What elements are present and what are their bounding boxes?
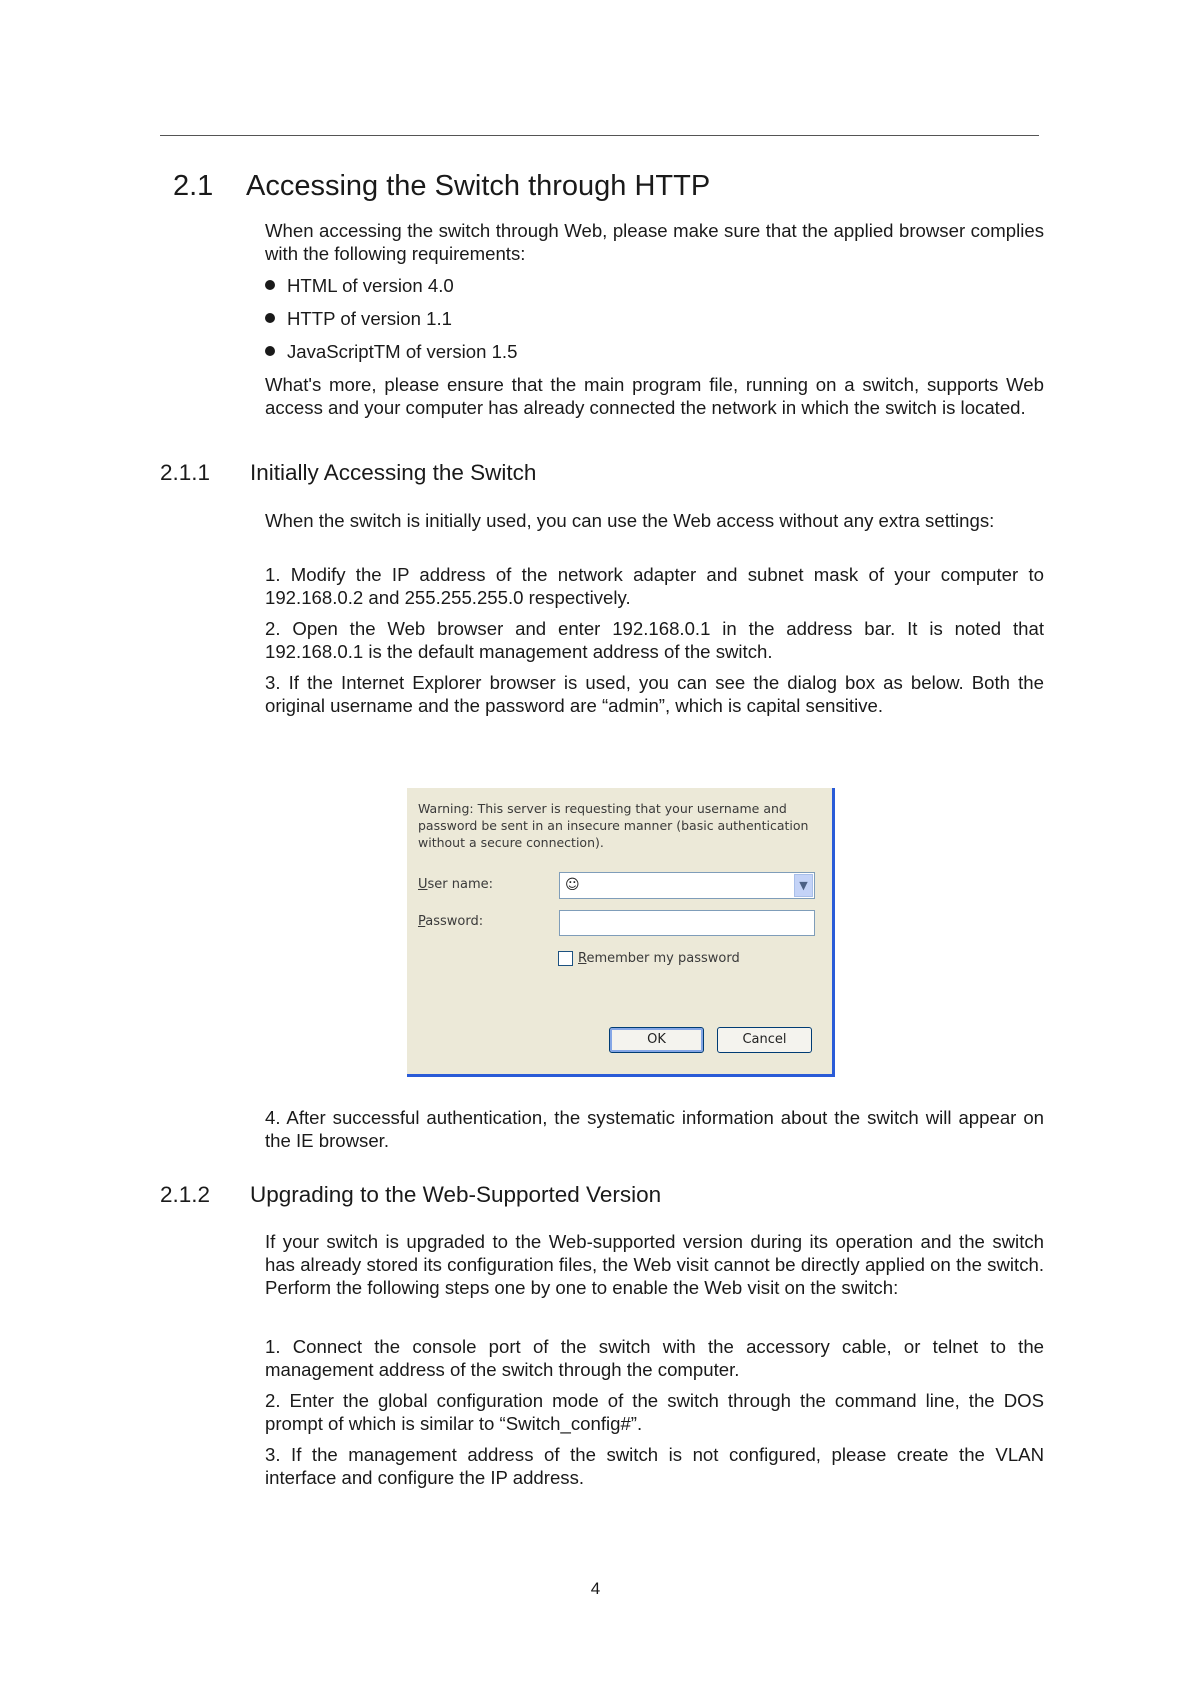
bullet-icon [265, 280, 275, 290]
sub1-intro: When the switch is initially used, you can use the Web access without any extra settings: [265, 510, 995, 531]
sub2-step-2: 2. Enter the global configuration mode of the switch through the command line, the DOS prompt of which is similar to “Switch_config#”. [265, 1390, 1044, 1434]
user-icon: ☺ [565, 877, 580, 893]
ok-button[interactable]: OK [609, 1027, 704, 1053]
username-label: User name: [418, 877, 494, 892]
section-title: Accessing the Switch through HTTP [246, 170, 711, 202]
bullet-icon [265, 313, 275, 323]
intro-paragraph: When accessing the switch through Web, please make sure that the applied browser complies with the following requirements: [265, 220, 1044, 264]
sub1-step-4: 4. After successful authentication, the systematic information about the switch will appear on the IE browser. [265, 1107, 1044, 1151]
subsection-heading-1: 2.1.1 Initially Accessing the Switch [160, 460, 537, 485]
subsection-heading-2: 2.1.2 Upgrading to the Web-Supported Version [160, 1182, 662, 1207]
header-rule [160, 135, 1039, 136]
password-input[interactable] [559, 910, 815, 936]
bullet-icon [265, 346, 275, 356]
sub1-step-3: 3. If the Internet Explorer browser is used, you can see the dialog box as below. Both the original username and the password are “admin”, which is capital sensitive. [265, 672, 1044, 716]
sub1-step-1: 1. Modify the IP address of the network adapter and subnet mask of your computer to 192.168.0.2 and 255.255.255.0 respectively. [265, 564, 1044, 608]
sub2-step-1: 1. Connect the console port of the switch with the accessory cable, or telnet to the management address of the switch through the computer. [265, 1336, 1044, 1380]
username-combobox[interactable] [559, 872, 815, 899]
cancel-button[interactable]: Cancel [717, 1027, 812, 1053]
remember-password-label[interactable]: Remember my password [578, 951, 740, 966]
more-paragraph: What's more, please ensure that the main program file, running on a switch, supports Web access and your computer has already connected the network in which the switch is located. [265, 374, 1044, 418]
password-label: Password: [418, 914, 484, 929]
requirement-item: HTTP of version 1.1 [265, 307, 452, 330]
sub2-step-3: 3. If the management address of the switch is not configured, please create the VLAN interface and configure the IP address. [265, 1444, 1044, 1488]
sub2-intro: If your switch is upgraded to the Web-supported version during its operation and the switch has already stored its configuration files, the Web visit cannot be directly applied on the switch. Perform the following steps one by one to enable the Web visit on the switch: [265, 1231, 1044, 1298]
dialog-warning-text: Warning: This server is requesting that your username and password be sent in an insecure manner (basic authentication without a secure connection). [418, 801, 809, 850]
section-heading [173, 170, 710, 203]
sub1-step-2: 2. Open the Web browser and enter 192.168.0.1 in the address bar. It is noted that 192.168.0.1 is the default management address of the switch. [265, 618, 1044, 662]
requirement-item: HTML of version 4.0 [265, 274, 454, 297]
remember-password-checkbox[interactable] [558, 951, 573, 966]
chevron-down-icon[interactable]: ▼ [794, 874, 813, 897]
requirement-item: JavaScriptTM of version 1.5 [265, 340, 517, 363]
login-dialog-screenshot [407, 788, 835, 1077]
page-number: 4 [590, 1579, 601, 1598]
section-number: 2.1 [173, 170, 214, 202]
